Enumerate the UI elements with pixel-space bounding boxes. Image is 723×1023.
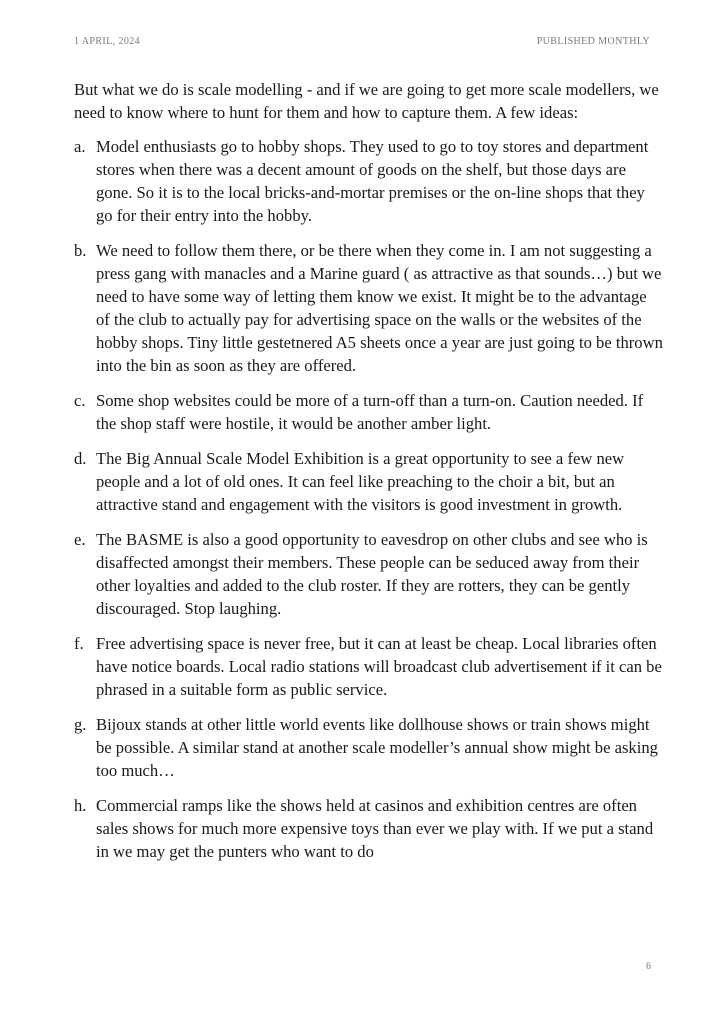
publication-frequency: PUBLISHED MONTHLY [536,36,650,47]
list-item-text: Free advertising space is never free, but it can at least be cheap. Local libraries often have notice boards. Local radio stations will broadcast club advertisement if it can be phrased in a suitable form as public service. [96,634,662,699]
list-item-text: Some shop websites could be more of a turn-off than a turn-on. Caution needed. If the shop staff were hostile, it would be another amber light. [96,391,644,433]
list-item-d [74,447,664,516]
list-item-text: Model enthusiasts go to hobby shops. They used to go to toy stores and department stores when there was a decent amount of goods on the shelf, but those days are gone. So it is to the local bricks-and-mortar premises or the on-line shops that they go for their entry into the hobby. [96,137,649,225]
list-item-text: The Big Annual Scale Model Exhibition is a great opportunity to see a few new people and a lot of old ones. It can feel like preaching to the choir a bit, but an attractive stand and engagement with the visitors is good investment in growth. [96,449,625,514]
intro-paragraph: But what we do is scale modelling - and if we are going to get more scale modellers, we need to know where to hunt for them and how to capture them. A few ideas: [74,80,659,122]
list-marker: a. [74,137,86,156]
list-item-f [74,632,664,701]
page-header [74,36,650,50]
list-item-text: Commercial ramps like the shows held at casinos and exhibition centres are often sales shows for much more expensive toys than ever we play with. If we put a stand in we may get the punters who want to do [96,796,654,861]
list-item-b [74,239,664,377]
list-item-e [74,528,664,620]
list-item-h [74,794,664,863]
list-marker: h. [74,796,87,815]
list-marker: d. [74,449,87,468]
issue-date: 1 APRIL, 2024 [74,36,141,47]
list-marker: f. [74,634,84,653]
list-item-text: Bijoux stands at other little world events like dollhouse shows or train shows might be possible. A similar stand at another scale modeller’s annual show might be asking too much… [96,715,658,780]
list-marker: g. [74,715,87,734]
list-marker: e. [74,530,86,549]
list-item-text: We need to follow them there, or be there when they come in. I am not suggesting a press gang with manacles and a Marine guard ( as attractive as that sounds…) but we need to have some way of letting them know we exist. It might be to the advantage of the club to actually pay for advertising space on the walls or the websites of the hobby shops. Tiny little gestetnered A5 sheets once a year are just going to be thrown into the bin as soon as they are offered. [96,241,663,375]
list-item-c [74,389,664,435]
list-marker: c. [74,391,86,410]
list-marker: b. [74,241,87,260]
article-body [74,78,664,875]
list-item-a [74,135,664,227]
page-number: 6 [646,961,651,972]
ideas-list [74,135,664,863]
list-item-text: The BASME is also a good opportunity to eavesdrop on other clubs and see who is disaffected amongst their members. These people can be seduced away from their other loyalties and added to the club roster. If they are rotters, they can be gently discouraged. Stop laughing. [96,530,648,618]
list-item-g [74,713,664,782]
